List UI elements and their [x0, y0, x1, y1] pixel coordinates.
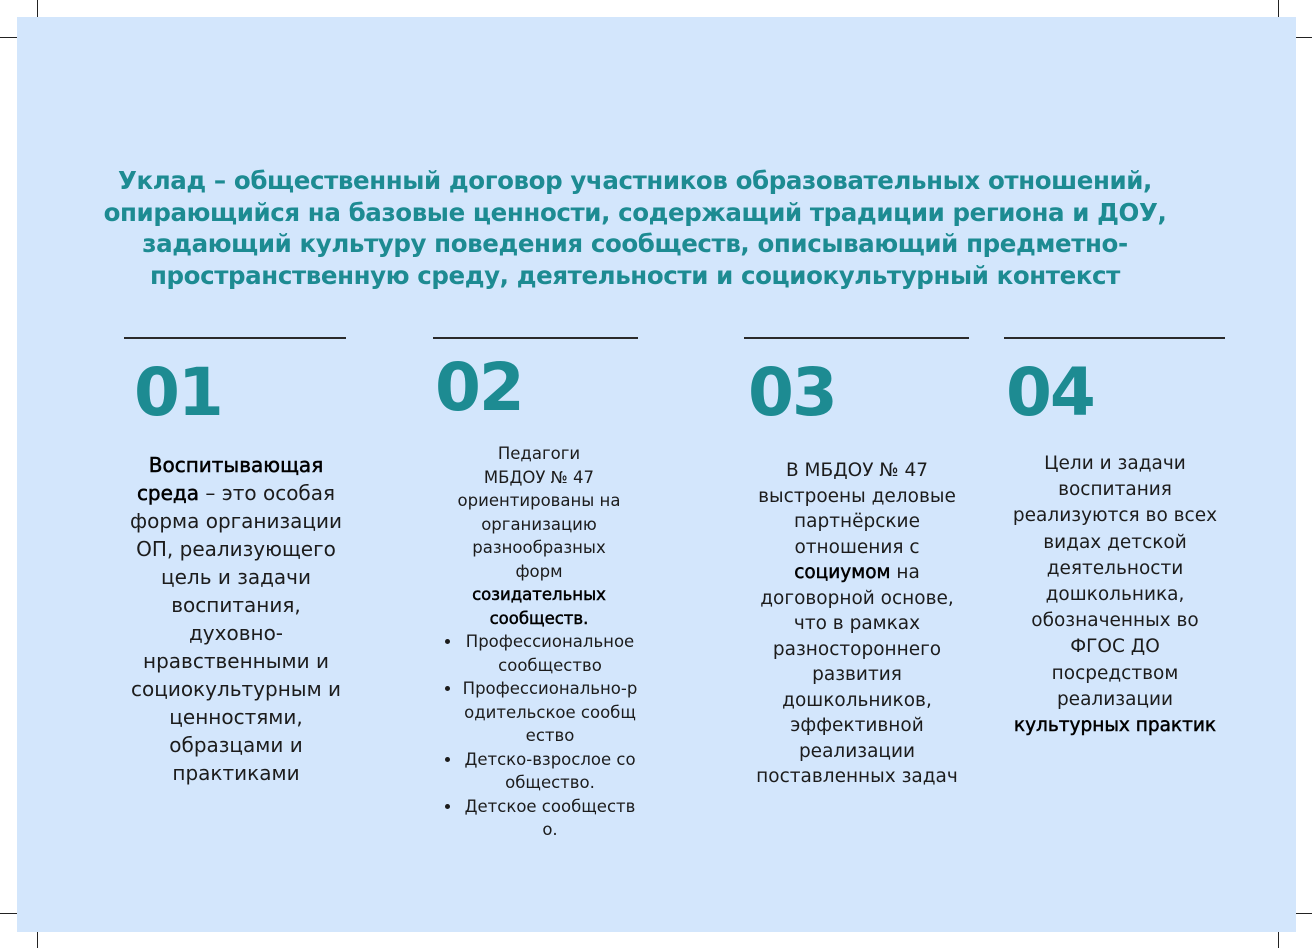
crop-mark — [1296, 913, 1312, 914]
crop-mark — [0, 37, 17, 38]
emphasis-text: Воспитывающая среда — [136, 453, 324, 505]
list-item: • Профессиональное сообщество — [462, 630, 638, 677]
intro-line: ориентированы на — [457, 491, 621, 510]
emphasis-text: социумом — [794, 562, 891, 583]
emphasis-text: созидательных сообществ. — [472, 585, 606, 628]
intro-tail: форм — [515, 561, 563, 581]
community-list — [426, 630, 652, 842]
column-text — [426, 442, 652, 842]
title-line: пространственную среду, деятельности и социокультурный контекст — [150, 260, 1120, 290]
crop-mark — [1278, 0, 1279, 17]
list-item: • Детско-взрослое сообщество. — [462, 748, 638, 795]
crop-mark — [1278, 932, 1279, 948]
intro-line: Педагоги — [497, 444, 581, 463]
intro-line: разнообразных — [472, 538, 606, 557]
body-text: В МБДОУ № 47 выстроены деловые партнёрские отношения с — [758, 460, 956, 558]
title-line: Уклад – общественный договор участников образовательных отношений, — [118, 166, 1152, 195]
list-item: • Детское сообщество. — [462, 795, 638, 842]
body-text: на договорной основе, что в рамках разностороннего развития дошкольников, эффективной реализации поставленных задач — [756, 562, 958, 787]
divider — [1004, 337, 1225, 339]
divider — [744, 337, 969, 339]
crop-mark — [37, 0, 38, 17]
column-number: 03 — [748, 354, 836, 431]
column-text — [1004, 451, 1226, 739]
crop-mark — [0, 913, 17, 914]
crop-mark — [37, 932, 38, 948]
column-number: 04 — [1006, 354, 1094, 431]
intro-line: МБДОУ № 47 — [483, 467, 595, 487]
column-number: 01 — [134, 354, 222, 431]
title-line: опирающийся на базовые ценности, содержащий традиции региона и ДОУ, — [103, 197, 1167, 227]
page-title — [70, 165, 1200, 291]
crop-mark — [1296, 37, 1312, 38]
column-number: 02 — [435, 349, 523, 426]
divider — [433, 337, 638, 339]
title-line: задающий культуру поведения сообществ, описывающий предметно- — [142, 229, 1128, 258]
divider — [124, 337, 346, 339]
list-item: • Профессионально-родительское сообщество — [462, 677, 638, 748]
column-text — [126, 451, 346, 787]
intro-line: организацию — [481, 514, 597, 534]
body-text: – это особая форма организации ОП, реализующего цель и задачи воспитания, духовно-нравственными и социокультурным и ценностями, образцами и практиками — [129, 481, 342, 785]
body-text: Цели и задачи воспитания реализуются во всех видах детской деятельности дошкольника, обозначенных во ФГОС ДО посредством реализации — [1012, 453, 1218, 710]
column-text — [748, 458, 966, 790]
emphasis-text: культурных практик — [1013, 715, 1217, 737]
